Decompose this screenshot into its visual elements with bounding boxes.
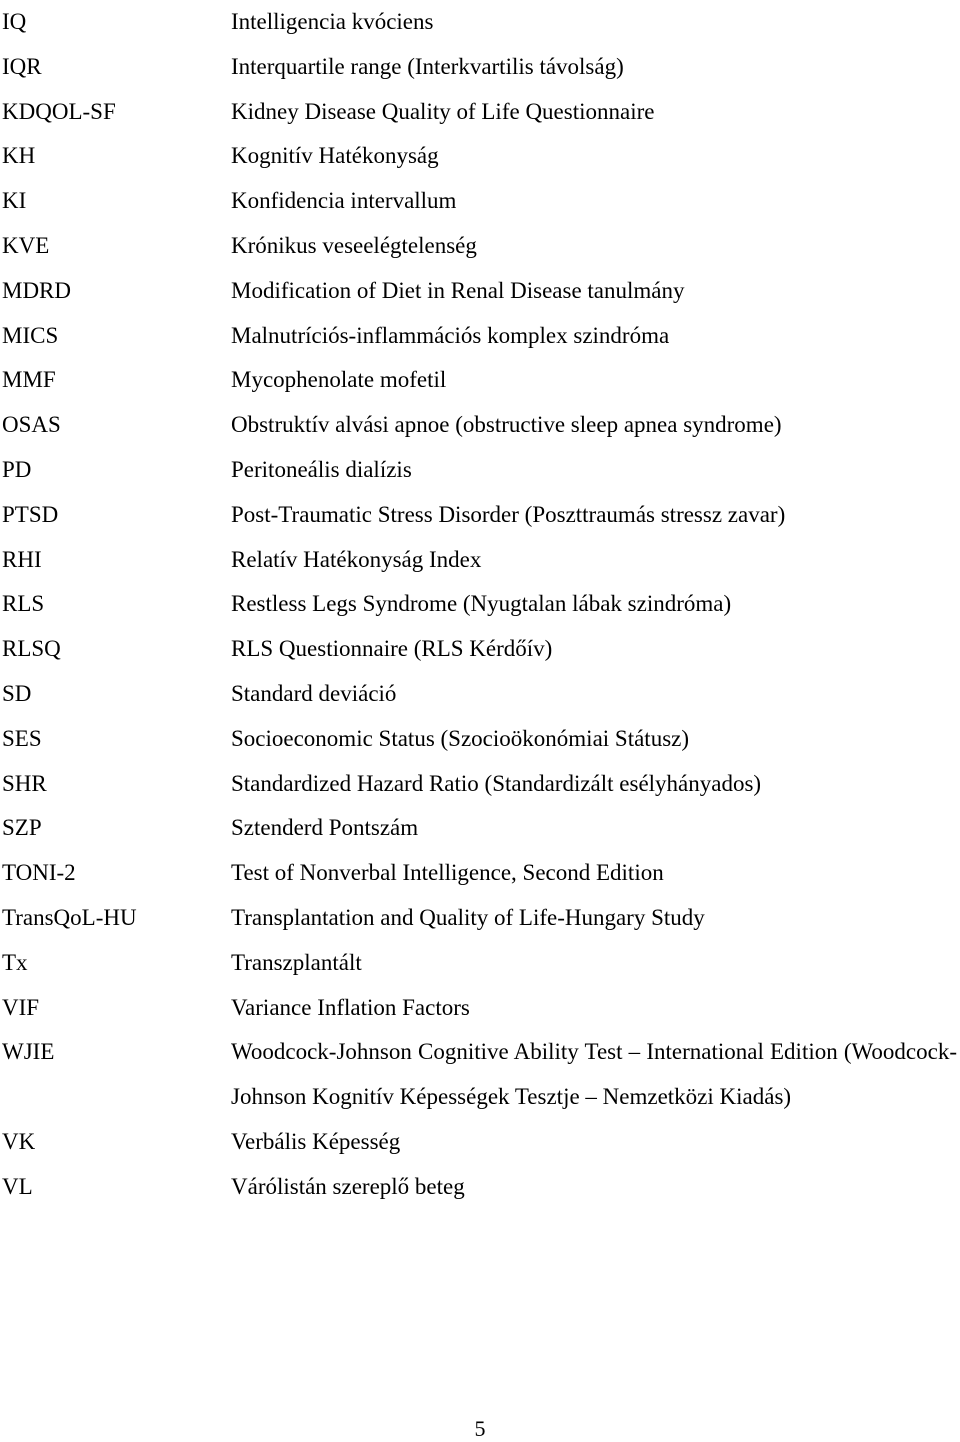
abbreviation-term: MDRD [2,277,72,303]
abbreviation-definition: Standard deviáció [231,680,397,706]
abbreviation-definition: Restless Legs Syndrome (Nyugtalan lábak szindróma) [231,591,732,617]
abbreviation-row [0,179,960,224]
abbreviation-row [0,896,960,941]
abbreviation-definition: Transzplantált [231,949,362,975]
abbreviation-row [0,224,960,269]
abbreviation-term: SD [2,680,32,706]
abbreviation-term: MICS [2,322,59,348]
abbreviation-definition: Intelligencia kvóciens [231,9,434,34]
abbreviation-term: KI [2,188,27,214]
abbreviation-term: SZP [2,815,42,841]
abbreviation-definition: Interquartile range (Interkvartilis távolság) [231,53,624,79]
abbreviation-definition: Obstruktív alvási apnoe (obstructive sleep apnea syndrome) [231,412,782,438]
abbreviation-definition: Transplantation and Quality of Life-Hungary Study [231,904,705,930]
abbreviation-definition: Test of Nonverbal Intelligence, Second Edition [231,860,664,886]
abbreviation-row [0,538,960,583]
abbreviation-definition: Socioeconomic Status (Szocioökonómiai Státusz) [231,725,690,751]
abbreviation-definition: Krónikus veseelégtelenség [231,232,477,258]
abbreviation-row [0,403,960,448]
abbreviation-term: KVE [2,232,50,258]
abbreviation-row [0,806,960,851]
abbreviation-definition: Várólistán szereplő beteg [231,1173,465,1199]
abbreviation-row [0,448,960,493]
abbreviation-row [0,941,960,986]
abbreviation-definition: Malnutríciós-inflammációs komplex szindróma [231,322,670,348]
abbreviation-term: KH [2,143,36,169]
abbreviation-definition: Standardized Hazard Ratio (Standardizált esélyhányados) [231,770,762,796]
abbreviation-term: VK [2,1128,36,1154]
abbreviation-row [0,134,960,179]
abbreviation-definition: Sztenderd Pontszám [231,815,419,841]
abbreviation-term: WJIE [2,1039,55,1065]
abbreviation-term: PTSD [2,501,59,527]
abbreviation-term: OSAS [2,412,61,438]
abbreviation-definition: Kognitív Hatékonyság [231,143,439,169]
abbreviation-row [0,358,960,403]
abbreviation-row [0,493,960,538]
abbreviation-definition: Post-Traumatic Stress Disorder (Poszttraumás stressz zavar) [231,501,786,527]
abbreviation-row [0,627,960,672]
abbreviation-row [0,1165,960,1210]
abbreviation-row [0,0,960,45]
abbreviation-definition: Mycophenolate mofetil [231,367,447,393]
abbreviation-row [0,672,960,717]
abbreviation-row [0,90,960,135]
abbreviation-definition: Peritoneális dialízis [231,456,412,482]
abbreviation-definition: Verbális Képesség [231,1128,401,1154]
abbreviation-row [0,717,960,762]
abbreviation-row [0,45,960,90]
abbreviation-term: SHR [2,770,47,796]
abbreviation-term: SES [2,725,42,751]
abbreviation-term: KDQOL-SF [2,98,116,124]
abbreviation-row [0,986,960,1031]
abbreviation-term: VL [2,1173,33,1199]
abbreviation-term: IQ [2,9,27,34]
page-number: 5 [474,1416,486,1441]
abbreviation-row [0,762,960,807]
abbreviation-term: TONI-2 [2,860,76,886]
abbreviation-term: VIF [2,994,40,1020]
abbreviation-row [0,1120,960,1165]
abbreviation-row [0,269,960,314]
abbreviation-definition: Kidney Disease Quality of Life Questionnaire [231,98,655,124]
abbreviation-term: IQR [2,53,42,79]
abbreviation-definition: Modification of Diet in Renal Disease tanulmány [231,277,685,303]
abbreviation-term: PD [2,456,32,482]
abbreviation-term: RLSQ [2,636,61,662]
abbreviation-row [0,582,960,627]
abbreviation-definition: RLS Questionnaire (RLS Kérdőív) [231,636,553,662]
abbreviation-term: RHI [2,546,42,572]
abbreviation-definition: Variance Inflation Factors [231,994,470,1020]
abbreviation-term: RLS [2,591,45,617]
abbreviation-definition: Woodcock-Johnson Cognitive Ability Test – International Edition (Woodcock-Johnson Kognitív Képességek Tesztje – Nemzetközi Kiadás) [231,1039,957,1110]
abbreviation-term: Tx [2,949,28,975]
abbreviation-row [0,1030,960,1120]
abbreviation-definition: Konfidencia intervallum [231,188,457,214]
abbreviation-term: TransQoL-HU [2,904,137,930]
abbreviation-row [0,851,960,896]
abbreviation-row [0,314,960,359]
abbreviation-term: MMF [2,367,56,393]
abbreviation-definition: Relatív Hatékonyság Index [231,546,482,572]
